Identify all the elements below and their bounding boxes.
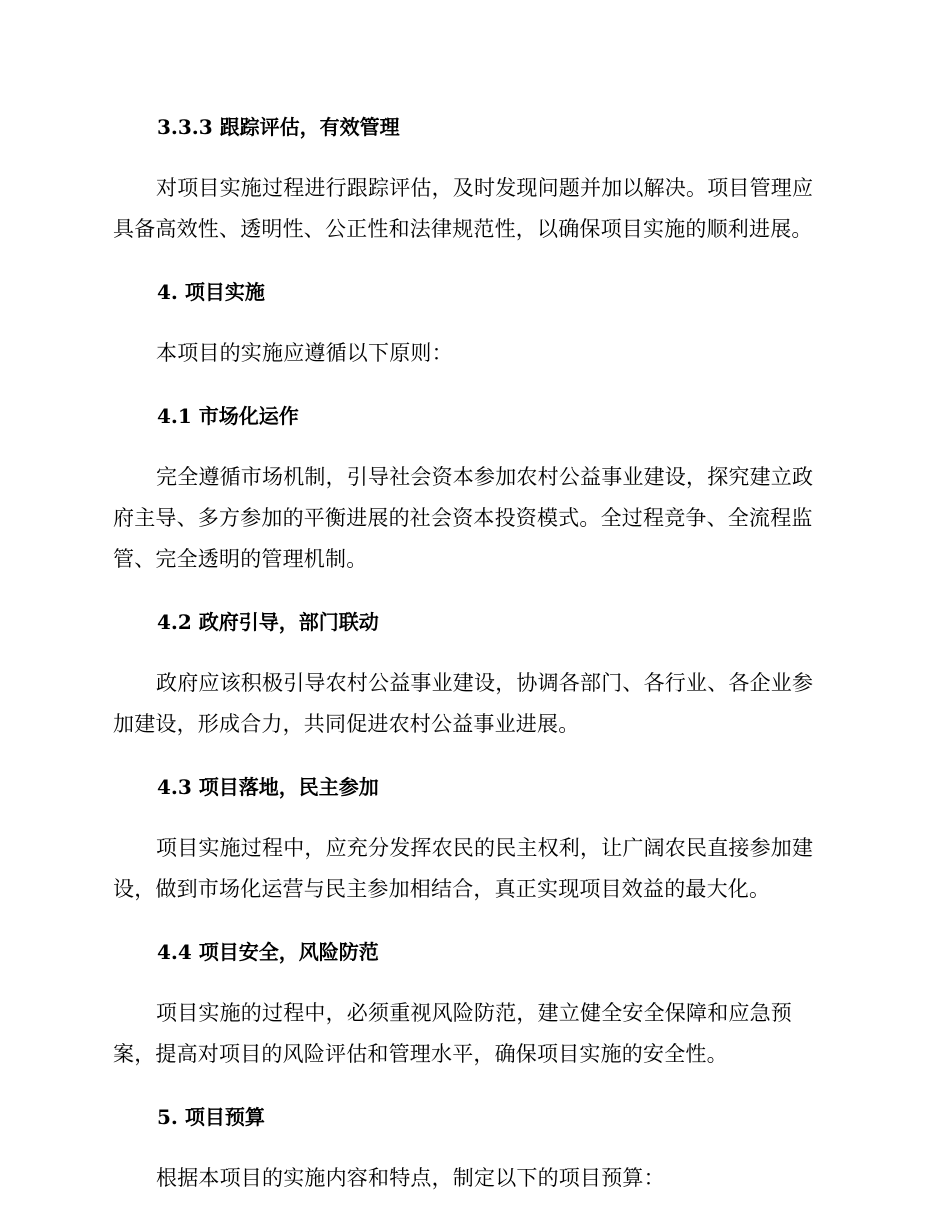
paragraph-tracking-evaluation (113, 168, 840, 250)
section-heading-4-4: 4.4 项目安全，风险防范 (157, 940, 379, 964)
paragraph-line: 具备高效性、透明性、公正性和法律规范性，以确保项目实施的顺利进展。 (113, 217, 813, 241)
section-heading-4: 4. 项目实施 (157, 280, 265, 304)
section-heading-4-2: 4.2 政府引导，部门联动 (157, 610, 379, 634)
paragraph-project-budget (113, 1158, 840, 1199)
paragraph-line: 完全遵循市场机制，引导社会资本参加农村公益事业建设，探究建立政 (156, 465, 814, 489)
paragraph-democratic-participation (113, 828, 840, 910)
section-heading-4-1: 4.1 市场化运作 (157, 404, 299, 428)
section-heading-4-3: 4.3 项目落地，民主参加 (157, 775, 379, 799)
paragraph-line: 设，做到市场化运营与民主参加相结合，真正实现项目效益的最大化。 (113, 877, 771, 901)
paragraph-market-operation (113, 457, 840, 580)
paragraph-line: 项目实施过程中，应充分发挥农民的民主权利，让广阔农民直接参加建 (156, 836, 814, 860)
paragraph-line: 加建设，形成合力，共同促进农村公益事业进展。 (113, 712, 580, 736)
paragraph-line: 根据本项目的实施内容和特点，制定以下的项目预算： (156, 1166, 665, 1190)
paragraph-line: 府主导、多方参加的平衡进展的社会资本投资模式。全过程竞争、全流程监 (113, 506, 813, 530)
paragraph-government-guidance (113, 663, 840, 745)
section-heading-5: 5. 项目预算 (157, 1105, 265, 1129)
paragraph-risk-prevention (113, 993, 840, 1075)
paragraph-line: 本项目的实施应遵循以下原则： (156, 341, 453, 365)
paragraph-line: 项目实施的过程中，必须重视风险防范，建立健全安全保障和应急预 (156, 1001, 792, 1025)
section-heading-3-3-3: 3.3.3 跟踪评估，有效管理 (157, 115, 400, 139)
paragraph-implementation-principles (113, 333, 840, 374)
paragraph-line: 管、完全透明的管理机制。 (113, 547, 368, 571)
paragraph-line: 政府应该积极引导农村公益事业建设，协调各部门、各行业、各企业参 (156, 671, 814, 695)
paragraph-line: 对项目实施过程进行跟踪评估，及时发现问题并加以解决。项目管理应 (156, 176, 814, 200)
paragraph-line: 案，提高对项目的风险评估和管理水平，确保项目实施的安全性。 (113, 1042, 728, 1066)
